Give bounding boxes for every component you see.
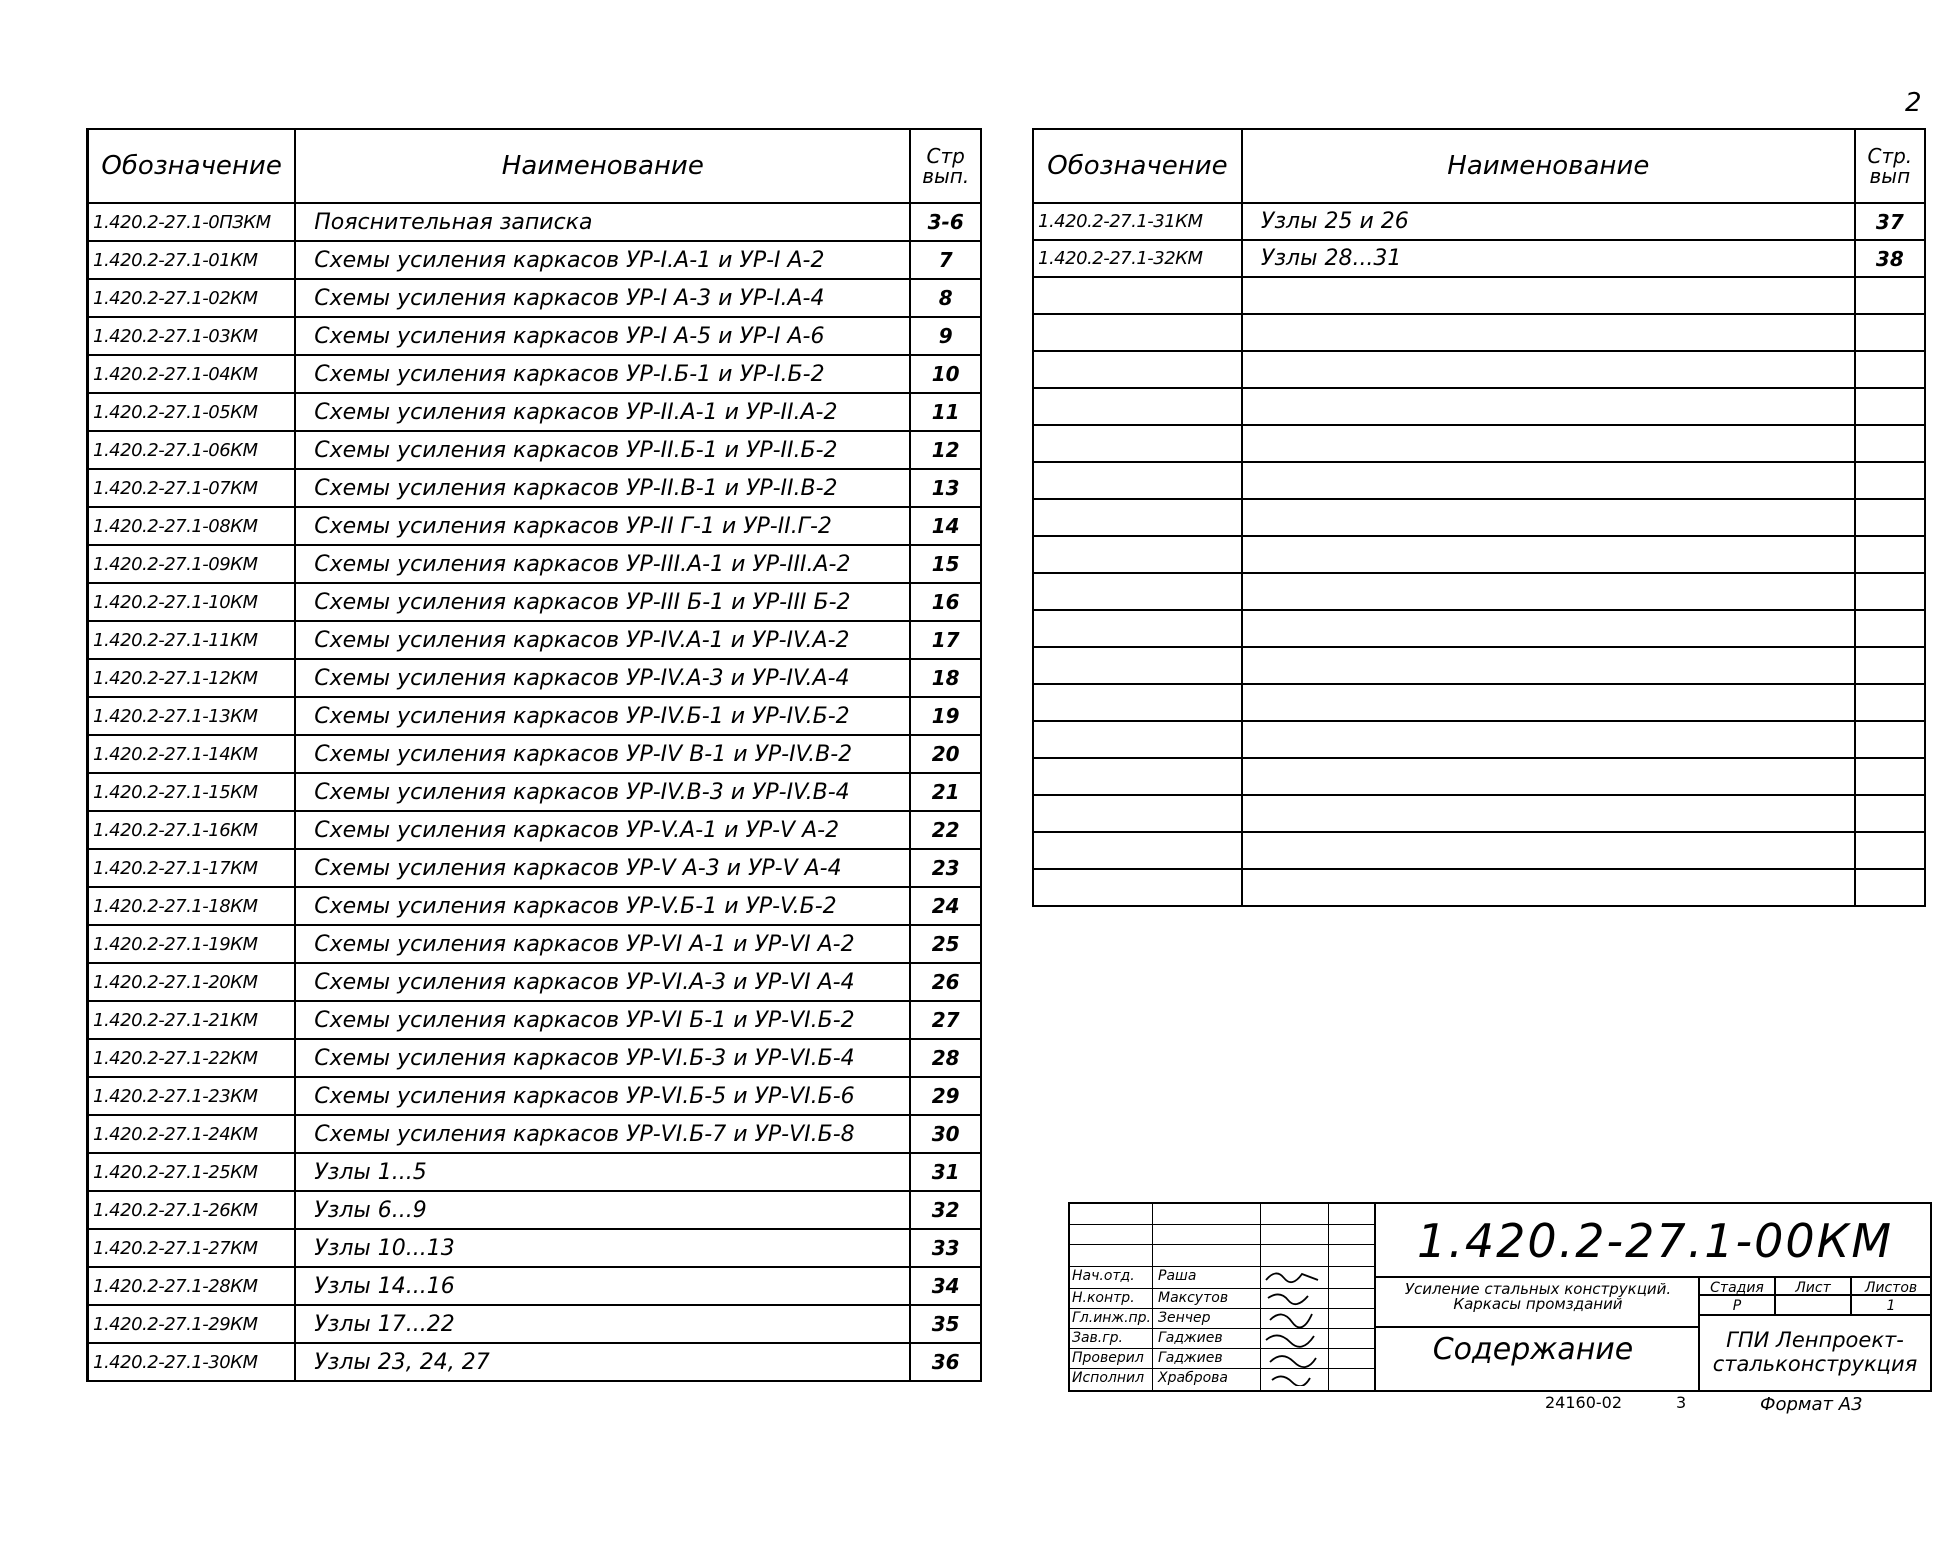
designation-cell: [1033, 351, 1242, 388]
designation-header: Обозначение: [1033, 129, 1242, 203]
name-cell: Схемы усиления каркасов УР-VI А-1 и УР-VI А-2: [295, 925, 910, 963]
table-row: [88, 545, 982, 583]
designation-cell: [1033, 314, 1242, 351]
designation-cell: [1033, 277, 1242, 314]
page-cell: 27: [910, 1001, 981, 1039]
designation-cell: [1033, 758, 1242, 795]
sheet-title: Содержание: [1432, 1332, 1634, 1367]
name-cell: Схемы усиления каркасов УР-V.А-1 и УР-V А-2: [295, 811, 910, 849]
signature-role: Н.контр.: [1072, 1290, 1135, 1306]
designation-cell: 1.420.2-27.1-29КМ: [88, 1305, 296, 1343]
designation-cell: 1.420.2-27.1-01КМ: [88, 241, 296, 279]
page-cell: 38: [1855, 240, 1925, 277]
page-cell: 30: [910, 1115, 981, 1153]
designation-cell: 1.420.2-27.1-0ПЗКМ: [88, 203, 296, 241]
name-header: Наименование: [295, 129, 910, 203]
page-cell: 10: [910, 355, 981, 393]
table-row: [88, 697, 982, 735]
page-cell: 29: [910, 1077, 981, 1115]
table-row: [88, 507, 982, 545]
page-cell: 32: [910, 1191, 981, 1229]
table-row: [88, 1343, 982, 1381]
table-row: [88, 241, 982, 279]
name-cell: [1242, 425, 1855, 462]
page-header: Стр вып.: [910, 129, 981, 203]
name-cell: [1242, 758, 1855, 795]
designation-cell: 1.420.2-27.1-18КМ: [88, 887, 296, 925]
table-row: [1033, 314, 1925, 351]
designation-cell: [1033, 388, 1242, 425]
designation-cell: 1.420.2-27.1-10КМ: [88, 583, 296, 621]
page-cell: 9: [910, 317, 981, 355]
page-cell: 18: [910, 659, 981, 697]
stage-label: Стадия: [1710, 1280, 1764, 1296]
organization-name: ГПИ Ленпроект-стальконструкция: [1712, 1328, 1918, 1376]
table-row: [88, 735, 982, 773]
page-cell: 28: [910, 1039, 981, 1077]
signature-role: Гл.инж.пр.: [1072, 1310, 1152, 1326]
table-row: [88, 887, 982, 925]
table-row: [88, 1115, 982, 1153]
designation-cell: 1.420.2-27.1-07КМ: [88, 469, 296, 507]
table-row: [1033, 832, 1925, 869]
page-cell: [1855, 536, 1925, 573]
page-cell: 19: [910, 697, 981, 735]
designation-cell: [1033, 647, 1242, 684]
designation-cell: [1033, 795, 1242, 832]
name-cell: Схемы усиления каркасов УР-IV.В-3 и УР-IV.В-4: [295, 773, 910, 811]
designation-cell: 1.420.2-27.1-05КМ: [88, 393, 296, 431]
signature-role: Зав.гр.: [1072, 1330, 1123, 1346]
name-cell: [1242, 499, 1855, 536]
table-header-row: [88, 129, 982, 203]
designation-cell: 1.420.2-27.1-23КМ: [88, 1077, 296, 1115]
table-row: [1033, 277, 1925, 314]
table-row: [88, 773, 982, 811]
page-cell: 3-6: [910, 203, 981, 241]
name-cell: [1242, 610, 1855, 647]
page-cell: [1855, 869, 1925, 906]
table-row: [1033, 425, 1925, 462]
signature-name: Гаджиев: [1158, 1350, 1223, 1366]
table-row: [88, 393, 982, 431]
signature-role: Нач.отд.: [1072, 1268, 1135, 1284]
page-cell: [1855, 462, 1925, 499]
designation-cell: 1.420.2-27.1-28КМ: [88, 1267, 296, 1305]
designation-cell: 1.420.2-27.1-22КМ: [88, 1039, 296, 1077]
page-cell: 20: [910, 735, 981, 773]
signature-name: Зенчер: [1158, 1310, 1211, 1326]
designation-header: Обозначение: [88, 129, 296, 203]
name-cell: Схемы усиления каркасов УР-IV.А-3 и УР-IV.А-4: [295, 659, 910, 697]
page-cell: 33: [910, 1229, 981, 1267]
name-cell: Схемы усиления каркасов УР-I А-3 и УР-I.А-4: [295, 279, 910, 317]
name-cell: Схемы усиления каркасов УР-VI.Б-3 и УР-VI.Б-4: [295, 1039, 910, 1077]
name-cell: Пояснительная записка: [295, 203, 910, 241]
page-number: 2: [1905, 88, 1922, 118]
sheet-label: Лист: [1795, 1280, 1831, 1296]
designation-cell: 1.420.2-27.1-15КМ: [88, 773, 296, 811]
table-row: [1033, 388, 1925, 425]
name-cell: Схемы усиления каркасов УР-II.В-1 и УР-II.В-2: [295, 469, 910, 507]
designation-cell: [1033, 869, 1242, 906]
name-cell: Узлы 6...9: [295, 1191, 910, 1229]
designation-cell: 1.420.2-27.1-16КМ: [88, 811, 296, 849]
table-row: [88, 849, 982, 887]
table-row: [88, 811, 982, 849]
name-cell: Узлы 25 и 26: [1242, 203, 1855, 240]
page-cell: 22: [910, 811, 981, 849]
table-row: [88, 279, 982, 317]
handwritten-signatures: [1262, 1266, 1330, 1386]
page-cell: 13: [910, 469, 981, 507]
name-cell: Схемы усиления каркасов УР-II Г-1 и УР-II.Г-2: [295, 507, 910, 545]
name-cell: [1242, 869, 1855, 906]
name-cell: Схемы усиления каркасов УР-I.А-1 и УР-I А-2: [295, 241, 910, 279]
table-row: [1033, 573, 1925, 610]
page-cell: [1855, 499, 1925, 536]
table-row: [88, 1001, 982, 1039]
page-cell: [1855, 314, 1925, 351]
contents-table-left: [86, 128, 982, 1382]
name-cell: Узлы 17...22: [295, 1305, 910, 1343]
name-cell: Узлы 1...5: [295, 1153, 910, 1191]
page-cell: [1855, 721, 1925, 758]
page-cell: 11: [910, 393, 981, 431]
page-cell: 15: [910, 545, 981, 583]
inventory-code: 24160-02: [1545, 1393, 1623, 1412]
contents-table-right: [1032, 128, 1926, 907]
page-cell: 25: [910, 925, 981, 963]
table-row: [88, 963, 982, 1001]
table-row: [1033, 499, 1925, 536]
page-cell: [1855, 684, 1925, 721]
designation-cell: [1033, 499, 1242, 536]
designation-cell: 1.420.2-27.1-11КМ: [88, 621, 296, 659]
name-cell: Схемы усиления каркасов УР-IV.А-1 и УР-IV.А-2: [295, 621, 910, 659]
designation-cell: [1033, 610, 1242, 647]
table-row: [1033, 795, 1925, 832]
table-row: [88, 659, 982, 697]
page-cell: [1855, 610, 1925, 647]
page-cell: 17: [910, 621, 981, 659]
name-header: Наименование: [1242, 129, 1855, 203]
table-row: [1033, 462, 1925, 499]
document-code: 1.420.2-27.1-00КМ: [1416, 1214, 1894, 1268]
name-cell: [1242, 721, 1855, 758]
name-cell: Узлы 23, 24, 27: [295, 1343, 910, 1381]
paper-format: Формат А3: [1760, 1394, 1863, 1415]
name-cell: Схемы усиления каркасов УР-II.А-1 и УР-II.А-2: [295, 393, 910, 431]
name-cell: Схемы усиления каркасов УР-III.А-1 и УР-III.А-2: [295, 545, 910, 583]
designation-cell: [1033, 536, 1242, 573]
table-row: [1033, 758, 1925, 795]
page-cell: [1855, 351, 1925, 388]
table-row: [88, 1191, 982, 1229]
footer-sheet-number: 3: [1676, 1393, 1687, 1412]
table-row: [1033, 203, 1925, 240]
page-cell: 34: [910, 1267, 981, 1305]
signature-role: Исполнил: [1072, 1370, 1145, 1386]
name-cell: [1242, 573, 1855, 610]
designation-cell: [1033, 573, 1242, 610]
page-cell: 8: [910, 279, 981, 317]
project-title: Усиление стальных конструкций. Каркасы промзданий: [1404, 1280, 1672, 1313]
designation-cell: [1033, 721, 1242, 758]
table-row: [1033, 351, 1925, 388]
name-cell: Узлы 14...16: [295, 1267, 910, 1305]
table-row: [88, 203, 982, 241]
signature-name: Гаджиев: [1158, 1330, 1223, 1346]
name-cell: [1242, 832, 1855, 869]
designation-cell: 1.420.2-27.1-27КМ: [88, 1229, 296, 1267]
table-row: [88, 317, 982, 355]
designation-cell: [1033, 832, 1242, 869]
designation-cell: 1.420.2-27.1-09КМ: [88, 545, 296, 583]
sheets-value: 1: [1886, 1298, 1896, 1314]
table-row: [88, 1077, 982, 1115]
page-cell: [1855, 832, 1925, 869]
name-cell: [1242, 314, 1855, 351]
name-cell: [1242, 351, 1855, 388]
name-cell: Схемы усиления каркасов УР-VI.А-3 и УР-VI А-4: [295, 963, 910, 1001]
table-row: [1033, 684, 1925, 721]
designation-cell: [1033, 425, 1242, 462]
table-row: [88, 1039, 982, 1077]
table-row: [88, 355, 982, 393]
designation-cell: 1.420.2-27.1-14КМ: [88, 735, 296, 773]
name-cell: [1242, 462, 1855, 499]
name-cell: Схемы усиления каркасов УР-II.Б-1 и УР-II.Б-2: [295, 431, 910, 469]
signature-role: Проверил: [1072, 1350, 1144, 1366]
table-row: [88, 1153, 982, 1191]
name-cell: Схемы усиления каркасов УР-VI.Б-5 и УР-VI.Б-6: [295, 1077, 910, 1115]
table-row: [88, 469, 982, 507]
designation-cell: 1.420.2-27.1-04КМ: [88, 355, 296, 393]
table-row: [88, 431, 982, 469]
name-cell: Схемы усиления каркасов УР-III Б-1 и УР-III Б-2: [295, 583, 910, 621]
name-cell: [1242, 684, 1855, 721]
designation-cell: 1.420.2-27.1-30КМ: [88, 1343, 296, 1381]
page-cell: [1855, 425, 1925, 462]
name-cell: [1242, 277, 1855, 314]
name-cell: Схемы усиления каркасов УР-IV В-1 и УР-IV.В-2: [295, 735, 910, 773]
table-row: [88, 1305, 982, 1343]
table-row: [88, 925, 982, 963]
table-row: [1033, 536, 1925, 573]
page-cell: 12: [910, 431, 981, 469]
signature-area: [1070, 1204, 1374, 1390]
table-row: [1033, 647, 1925, 684]
name-cell: Схемы усиления каркасов УР-I.Б-1 и УР-I.Б-2: [295, 355, 910, 393]
page-cell: 36: [910, 1343, 981, 1381]
signature-name: Максутов: [1158, 1290, 1229, 1306]
page-cell: [1855, 647, 1925, 684]
page-header: Стр. вып: [1855, 129, 1925, 203]
title-block: [1068, 1202, 1932, 1392]
table-row: [1033, 240, 1925, 277]
table-row: [88, 583, 982, 621]
designation-cell: 1.420.2-27.1-21КМ: [88, 1001, 296, 1039]
page-cell: [1855, 758, 1925, 795]
page-cell: 24: [910, 887, 981, 925]
table-header-row: [1033, 129, 1925, 203]
name-cell: Схемы усиления каркасов УР-VI Б-1 и УР-VI.Б-2: [295, 1001, 910, 1039]
page-cell: 16: [910, 583, 981, 621]
name-cell: Схемы усиления каркасов УР-VI.Б-7 и УР-VI.Б-8: [295, 1115, 910, 1153]
name-cell: Схемы усиления каркасов УР-IV.Б-1 и УР-IV.Б-2: [295, 697, 910, 735]
page-cell: 23: [910, 849, 981, 887]
table-row: [88, 1229, 982, 1267]
table-row: [1033, 610, 1925, 647]
designation-cell: 1.420.2-27.1-17КМ: [88, 849, 296, 887]
name-cell: [1242, 647, 1855, 684]
stage-value: Р: [1732, 1298, 1742, 1314]
name-cell: Узлы 10...13: [295, 1229, 910, 1267]
designation-cell: 1.420.2-27.1-32КМ: [1033, 240, 1242, 277]
table-row: [88, 621, 982, 659]
name-cell: [1242, 536, 1855, 573]
designation-cell: 1.420.2-27.1-13КМ: [88, 697, 296, 735]
page-cell: 7: [910, 241, 981, 279]
page-cell: [1855, 388, 1925, 425]
designation-cell: 1.420.2-27.1-20КМ: [88, 963, 296, 1001]
page-cell: [1855, 573, 1925, 610]
page-cell: [1855, 277, 1925, 314]
table-row: [1033, 869, 1925, 906]
page-cell: 14: [910, 507, 981, 545]
name-cell: [1242, 795, 1855, 832]
designation-cell: 1.420.2-27.1-08КМ: [88, 507, 296, 545]
name-cell: Схемы усиления каркасов УР-I А-5 и УР-I А-6: [295, 317, 910, 355]
designation-cell: 1.420.2-27.1-24КМ: [88, 1115, 296, 1153]
page-cell: 37: [1855, 203, 1925, 240]
name-cell: Схемы усиления каркасов УР-V.Б-1 и УР-V.Б-2: [295, 887, 910, 925]
designation-cell: 1.420.2-27.1-25КМ: [88, 1153, 296, 1191]
designation-cell: 1.420.2-27.1-12КМ: [88, 659, 296, 697]
designation-cell: [1033, 462, 1242, 499]
page-cell: 21: [910, 773, 981, 811]
signature-name: Раша: [1158, 1268, 1197, 1284]
sheets-label: Листов: [1864, 1280, 1918, 1296]
name-cell: [1242, 388, 1855, 425]
page-cell: 31: [910, 1153, 981, 1191]
designation-cell: 1.420.2-27.1-03КМ: [88, 317, 296, 355]
table-row: [1033, 721, 1925, 758]
designation-cell: 1.420.2-27.1-19КМ: [88, 925, 296, 963]
page-cell: 35: [910, 1305, 981, 1343]
signature-name: Храброва: [1158, 1370, 1228, 1386]
designation-cell: 1.420.2-27.1-31КМ: [1033, 203, 1242, 240]
designation-cell: 1.420.2-27.1-26КМ: [88, 1191, 296, 1229]
page-cell: [1855, 795, 1925, 832]
designation-cell: 1.420.2-27.1-06КМ: [88, 431, 296, 469]
name-cell: Схемы усиления каркасов УР-V А-3 и УР-V А-4: [295, 849, 910, 887]
name-cell: Узлы 28...31: [1242, 240, 1855, 277]
table-row: [88, 1267, 982, 1305]
designation-cell: [1033, 684, 1242, 721]
page-cell: 26: [910, 963, 981, 1001]
designation-cell: 1.420.2-27.1-02КМ: [88, 279, 296, 317]
